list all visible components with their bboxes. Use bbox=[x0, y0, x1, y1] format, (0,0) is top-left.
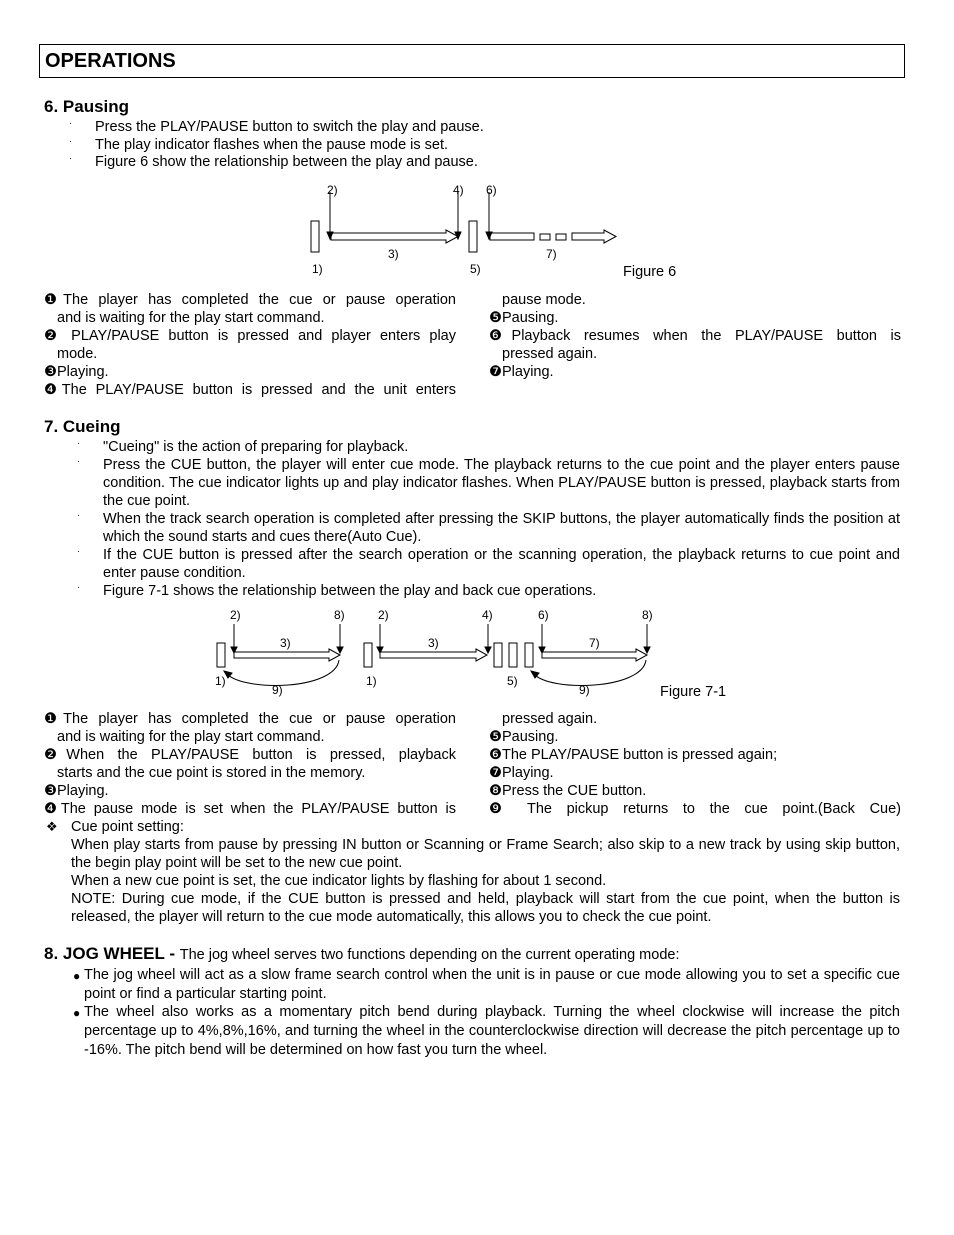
bullet-dot-icon: ● bbox=[73, 969, 81, 983]
cue-point-note: NOTE: During cue mode, if the CUE button is pressed and held, playback will start from the cue point, when the button is released, the player will return to the cue mode automatically, this allows you to check the cue point. bbox=[71, 891, 900, 925]
pause-block bbox=[509, 643, 517, 667]
figure-label: 5) bbox=[507, 674, 518, 688]
pointer-arrowhead bbox=[337, 647, 343, 653]
figure-label: 9) bbox=[579, 683, 590, 697]
cueing-steps-left bbox=[44, 710, 456, 818]
figure-label: 2) bbox=[230, 608, 241, 622]
step-3: ❸Playing. bbox=[44, 364, 109, 380]
jog-wheel-heading bbox=[44, 944, 679, 964]
play-arrow bbox=[331, 230, 458, 243]
jog-bullet-1: The jog wheel will act as a slow frame search control when the unit is in pause or cue mode allowing you to set a specific cue point or find a particular starting point. bbox=[84, 967, 900, 1002]
pausing-steps-right bbox=[489, 291, 901, 381]
play-arrow bbox=[542, 649, 647, 661]
figure-label: 6) bbox=[486, 183, 497, 197]
bullet-dot: · bbox=[69, 118, 72, 128]
figure-6-diagram bbox=[300, 178, 640, 278]
figure-label: 3) bbox=[388, 247, 399, 261]
figure-label: 7) bbox=[589, 636, 600, 650]
step-2: ❷When the PLAY/PAUSE button is pressed, playback bbox=[44, 747, 456, 763]
step-4: ❹The pause mode is set when the PLAY/PAUSE button is bbox=[44, 801, 456, 817]
step-6: ❻The PLAY/PAUSE button is pressed again; bbox=[489, 747, 778, 763]
step-5: ❺Pausing. bbox=[489, 310, 559, 326]
step-6-cont: pressed again. bbox=[502, 346, 598, 362]
cue-point-para-2: When a new cue point is set, the cue indicator lights by flashing for about 1 second. bbox=[71, 873, 607, 889]
bullet-dot: · bbox=[69, 136, 72, 146]
bullet-dot: · bbox=[77, 456, 80, 466]
cue-point-title: Cue point setting: bbox=[71, 819, 184, 835]
figure-label: 4) bbox=[482, 608, 493, 622]
step-4-cont: pressed again. bbox=[502, 711, 598, 727]
bullet-dot: · bbox=[77, 510, 80, 520]
back-cue-curve bbox=[534, 660, 646, 686]
pause-block-2 bbox=[469, 221, 477, 252]
play-arrow bbox=[572, 230, 616, 243]
jog-bullet-2: The wheel also works as a momentary pitch bend during playback. Turning the wheel clockwise will increase the pitch percentage up to 4%,8%,16%, and turning the wheel in the counterclockwise direction will decrease the pitch percentage up to -16%. The pitch bend will be determined on how fast you turn the wheel. bbox=[84, 1004, 900, 1058]
step-9: ❾ The pickup returns to the cue point.(Back Cue) bbox=[489, 801, 901, 817]
pause-block bbox=[494, 643, 502, 667]
play-segment bbox=[540, 234, 550, 240]
play-segment bbox=[556, 234, 566, 240]
pause-block-1 bbox=[311, 221, 319, 252]
step-2-cont: mode. bbox=[57, 346, 98, 362]
title-dash: - bbox=[164, 944, 180, 963]
section-header bbox=[39, 44, 905, 78]
step-1: ❶The player has completed the cue or pause operation bbox=[44, 292, 456, 308]
pausing-steps-left bbox=[44, 291, 456, 399]
cueing-bullet-4: If the CUE button is pressed after the search operation or the scanning operation, the playback returns to cue point and enter pause condition. bbox=[103, 547, 900, 581]
diamond-bullet-icon: ❖ bbox=[46, 819, 58, 834]
figure-label: 1) bbox=[312, 262, 323, 276]
cueing-title: 7. Cueing bbox=[44, 417, 121, 436]
figure-7-1-caption: Figure 7-1 bbox=[660, 684, 727, 700]
back-cue-curve bbox=[227, 660, 339, 686]
step-5: ❺Pausing. bbox=[489, 729, 559, 745]
figure-label: 7) bbox=[546, 247, 557, 261]
pointer-arrowhead bbox=[485, 647, 491, 653]
figure-label: 3) bbox=[428, 636, 439, 650]
play-arrow bbox=[380, 649, 487, 661]
jog-wheel-intro: The jog wheel serves two functions depending on the current operating mode: bbox=[179, 947, 680, 963]
cueing-bullet-1: "Cueing" is the action of preparing for playback. bbox=[103, 439, 409, 455]
step-2: ❷ PLAY/PAUSE button is pressed and player enters play bbox=[44, 328, 456, 344]
figure-label: 6) bbox=[538, 608, 549, 622]
jog-wheel-title: 8. JOG WHEEL bbox=[44, 944, 165, 963]
step-2-cont: starts and the cue point is stored in the memory. bbox=[57, 765, 366, 781]
figure-label: 8) bbox=[334, 608, 345, 622]
step-7: ❼Playing. bbox=[489, 765, 554, 781]
play-segment bbox=[490, 233, 534, 240]
figure-label: 3) bbox=[280, 636, 291, 650]
figure-6-caption: Figure 6 bbox=[623, 264, 677, 280]
step-1-cont: and is waiting for the play start command. bbox=[57, 310, 325, 326]
pausing-bullet-1: Press the PLAY/PAUSE button to switch the play and pause. bbox=[95, 119, 484, 135]
play-arrow bbox=[234, 649, 340, 661]
pausing-bullet-2: The play indicator flashes when the pause mode is set. bbox=[95, 137, 449, 153]
figure-label: 2) bbox=[327, 183, 338, 197]
cueing-steps-right bbox=[489, 710, 901, 818]
step-3: ❸Playing. bbox=[44, 783, 109, 799]
step-6: ❻Playback resumes when the PLAY/PAUSE button is bbox=[489, 328, 901, 344]
figure-label: 9) bbox=[272, 683, 283, 697]
pause-block bbox=[525, 643, 533, 667]
cue-point-para-1: When play starts from pause by pressing IN button or Scanning or Frame Search; also skip to a new track by using skip button, the begin play point will be set to the new cue point. bbox=[71, 837, 900, 871]
figure-label: 8) bbox=[642, 608, 653, 622]
figure-label: 2) bbox=[378, 608, 389, 622]
bullet-dot-icon: ● bbox=[73, 1006, 81, 1020]
bullet-dot: · bbox=[69, 153, 72, 163]
cueing-bullet-2: Press the CUE button, the player will enter cue mode. The playback returns to the cue point and the player enters pause condition. The cue indicator lights up and play indicator flashes. When PLAY/PAUSE button is pressed, playback starts from the cue point. bbox=[103, 457, 900, 509]
step-4: ❹The PLAY/PAUSE button is pressed and the unit enters bbox=[44, 382, 456, 398]
cueing-bullet-5: Figure 7-1 shows the relationship between the play and back cue operations. bbox=[103, 583, 597, 599]
step-8: ❽Press the CUE button. bbox=[489, 783, 647, 799]
step-1: ❶The player has completed the cue or pause operation bbox=[44, 711, 456, 727]
step-4-cont: pause mode. bbox=[502, 292, 586, 308]
pointer-arrowhead bbox=[644, 647, 650, 653]
page-title: OPERATIONS bbox=[45, 50, 176, 72]
pause-block bbox=[217, 643, 225, 667]
step-1-cont: and is waiting for the play start command. bbox=[57, 729, 325, 745]
figure-label: 1) bbox=[215, 674, 226, 688]
pausing-bullet-3: Figure 6 show the relationship between the play and pause. bbox=[95, 154, 478, 170]
figure-label: 4) bbox=[453, 183, 464, 197]
step-7: ❼Playing. bbox=[489, 364, 554, 380]
cueing-bullet-3: When the track search operation is completed after pressing the SKIP buttons, the player automatically finds the position at which the sound starts and cues there(Auto Cue). bbox=[103, 511, 900, 545]
bullet-dot: · bbox=[77, 546, 80, 556]
bullet-dot: · bbox=[77, 582, 80, 592]
figure-7-1-diagram bbox=[205, 604, 675, 700]
pausing-title: 6. Pausing bbox=[44, 97, 130, 116]
pause-block bbox=[364, 643, 372, 667]
figure-label: 5) bbox=[470, 262, 481, 276]
figure-label: 1) bbox=[366, 674, 377, 688]
bullet-dot: · bbox=[77, 438, 80, 448]
